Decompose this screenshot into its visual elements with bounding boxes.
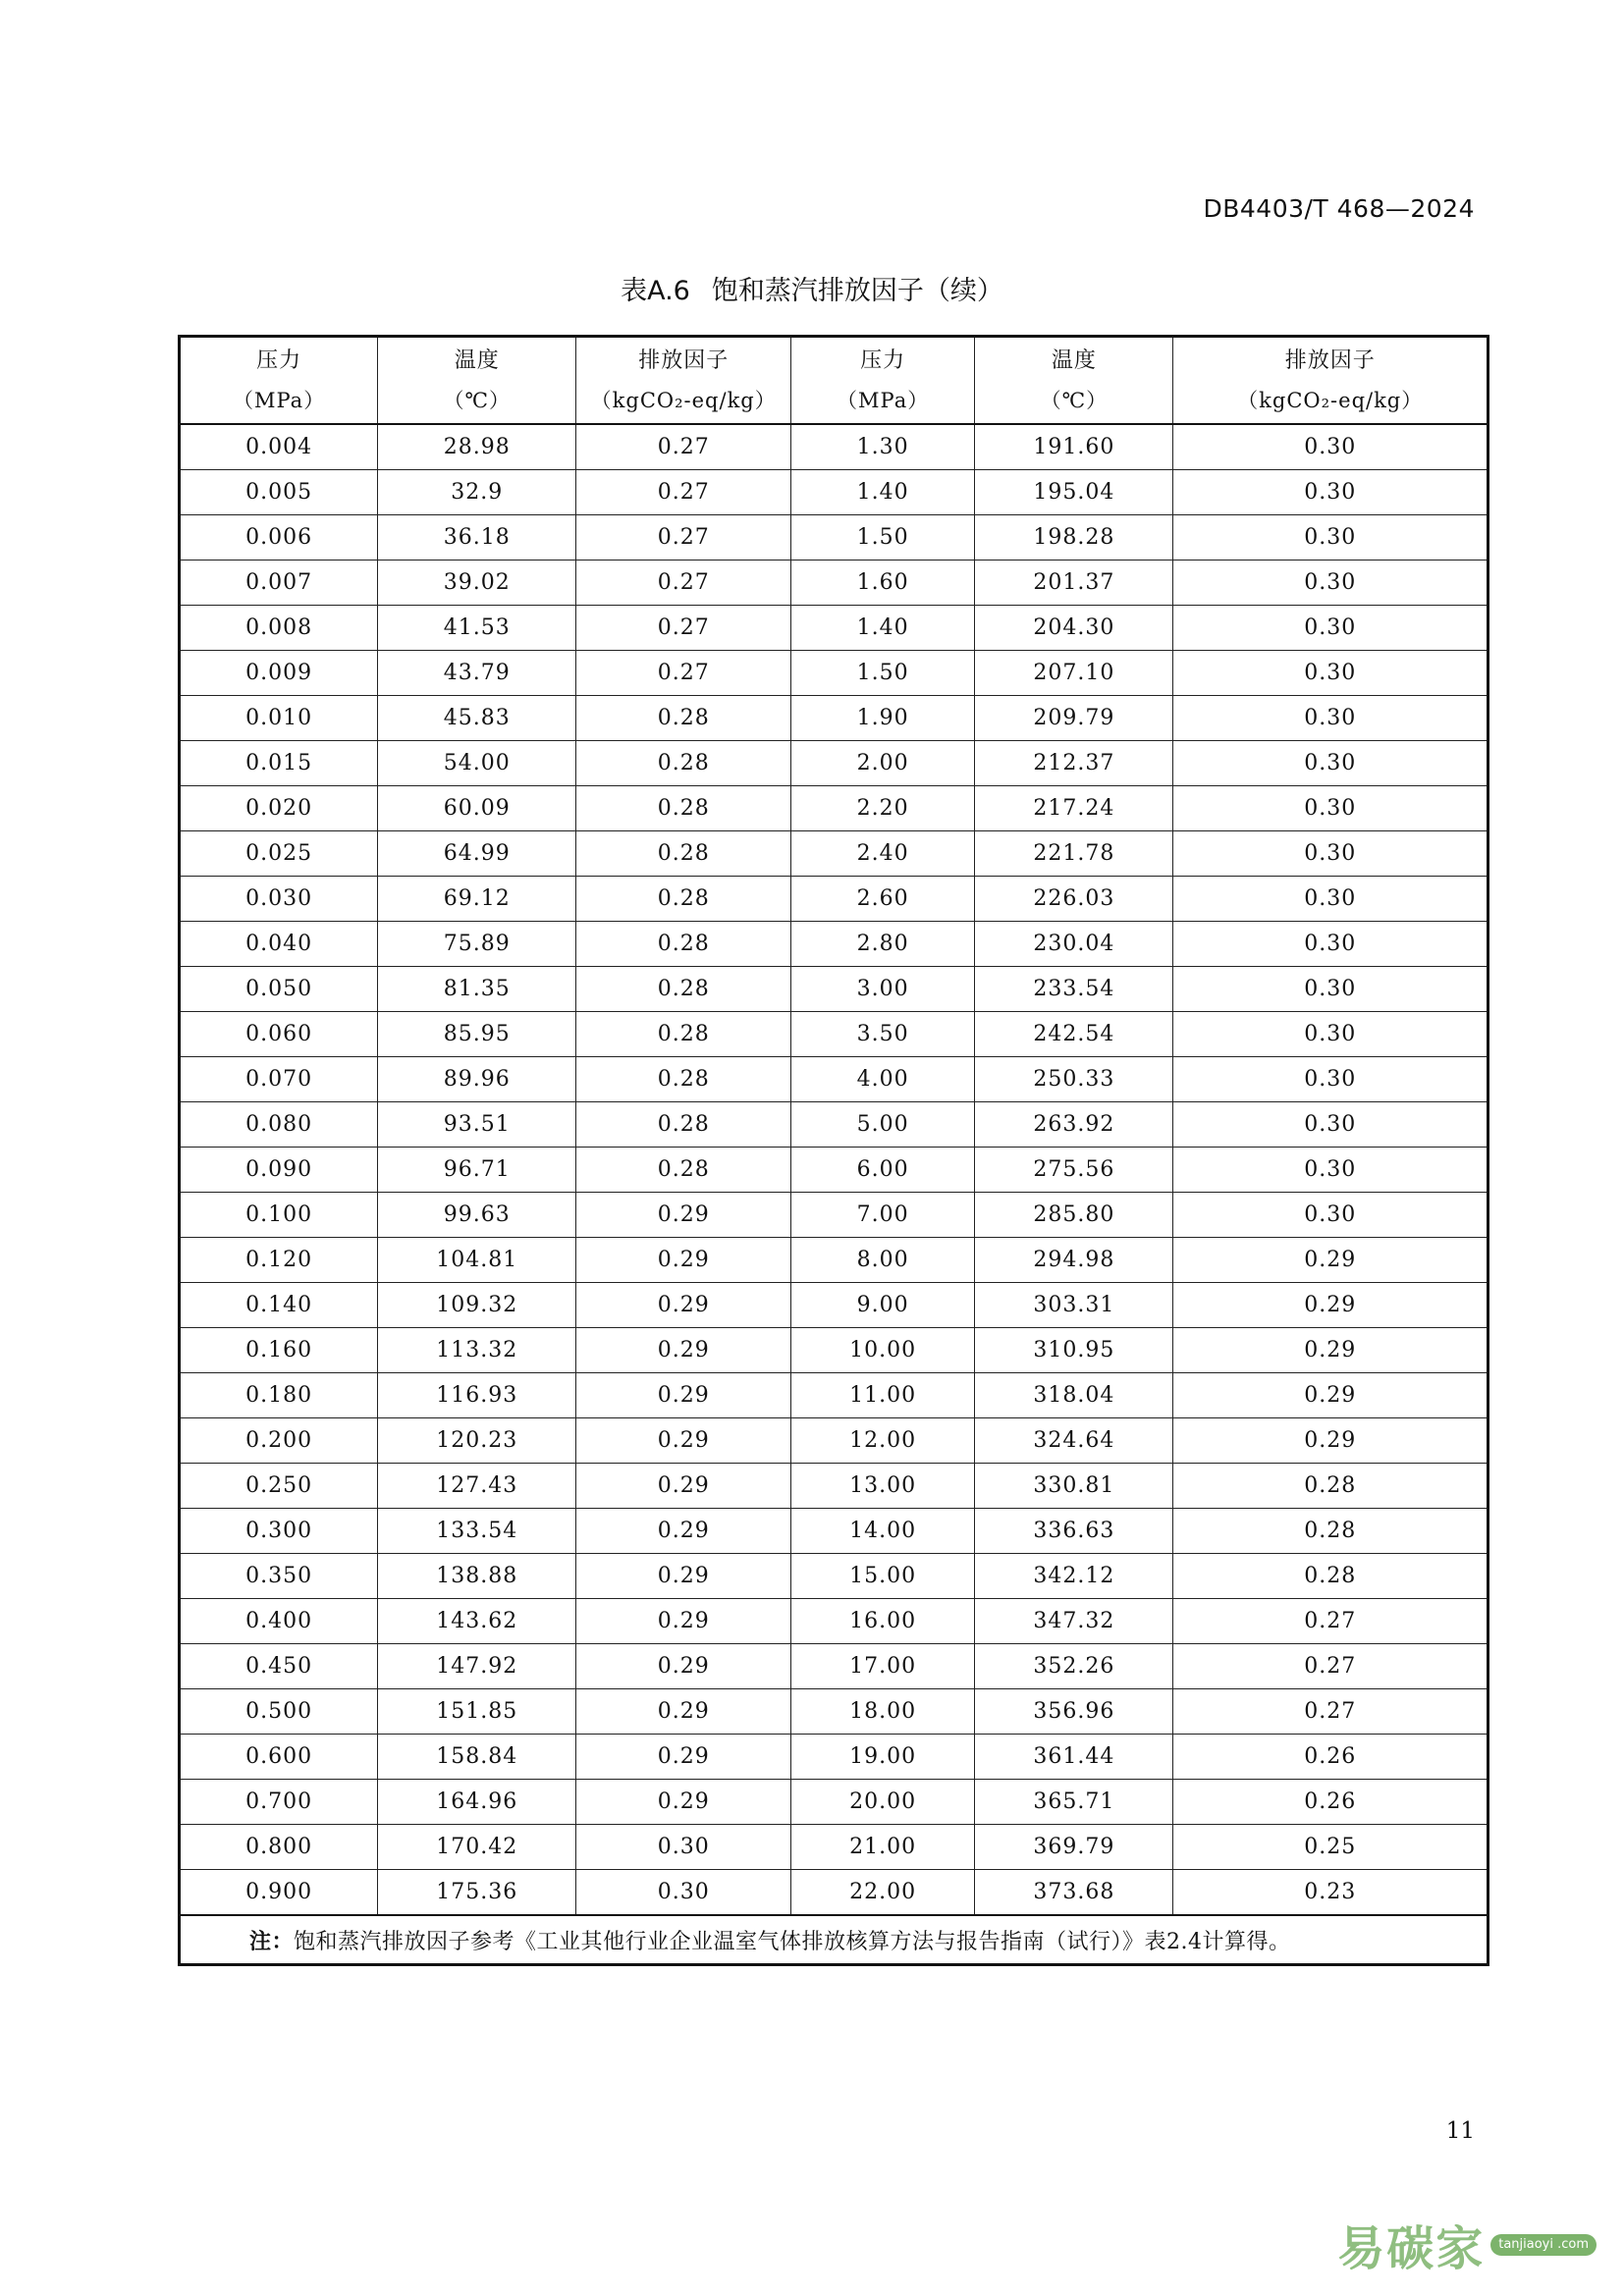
table-cell: 0.28	[576, 1102, 791, 1148]
table-cell: 0.28	[576, 786, 791, 831]
table-cell: 28.98	[378, 424, 576, 470]
table-cell: 0.005	[180, 470, 378, 515]
table-row	[180, 967, 1489, 1012]
table-cell: 0.200	[180, 1418, 378, 1464]
table-row	[180, 1238, 1489, 1283]
table-cell: 0.30	[1173, 922, 1489, 967]
table-cell: 0.900	[180, 1870, 378, 1916]
table-cell: 1.50	[791, 515, 975, 561]
table-row	[180, 1057, 1489, 1102]
column-unit: （kgCO₂-eq/kg）	[590, 388, 777, 412]
table-cell: 8.00	[791, 1238, 975, 1283]
table-cell: 5.00	[791, 1102, 975, 1148]
table-cell: 217.24	[975, 786, 1173, 831]
table-cell: 41.53	[378, 606, 576, 651]
table-cell: 22.00	[791, 1870, 975, 1916]
table-cell: 116.93	[378, 1373, 576, 1418]
table-cell: 0.30	[1173, 1193, 1489, 1238]
table-cell: 275.56	[975, 1148, 1173, 1193]
table-cell: 204.30	[975, 606, 1173, 651]
table-cell: 373.68	[975, 1870, 1173, 1916]
note-text: 饱和蒸汽排放因子参考《工业其他行业企业温室气体排放核算方法与报告指南（试行）》表2.4计算得。	[294, 1929, 1291, 1954]
table-cell: 0.30	[1173, 786, 1489, 831]
table-cell: 0.30	[1173, 967, 1489, 1012]
table-cell: 0.080	[180, 1102, 378, 1148]
table-row	[180, 1599, 1489, 1644]
table-cell: 0.004	[180, 424, 378, 470]
table-header	[180, 337, 1489, 425]
table-cell: 0.010	[180, 696, 378, 741]
table-cell: 0.23	[1173, 1870, 1489, 1916]
column-header	[180, 337, 378, 425]
table-cell: 0.30	[576, 1870, 791, 1916]
table-cell: 1.40	[791, 470, 975, 515]
column-name: 排放因子	[1284, 347, 1376, 373]
table-cell: 230.04	[975, 922, 1173, 967]
note-label: 注：	[249, 1929, 295, 1954]
table-cell: 0.140	[180, 1283, 378, 1328]
column-unit: （℃）	[443, 388, 512, 412]
table-cell: 0.29	[576, 1283, 791, 1328]
table-cell: 303.31	[975, 1283, 1173, 1328]
table-cell: 0.28	[1173, 1464, 1489, 1509]
table-cell: 143.62	[378, 1599, 576, 1644]
table-cell: 250.33	[975, 1057, 1173, 1102]
table-cell: 45.83	[378, 696, 576, 741]
table-cell: 330.81	[975, 1464, 1173, 1509]
table-cell: 0.28	[576, 696, 791, 741]
table-cell: 294.98	[975, 1238, 1173, 1283]
table-cell: 198.28	[975, 515, 1173, 561]
column-header	[1173, 337, 1489, 425]
table-cell: 0.28	[576, 741, 791, 786]
table-row	[180, 1825, 1489, 1870]
watermark-badge: tanjiaoyi .com	[1490, 2234, 1597, 2256]
table-cell: 164.96	[378, 1780, 576, 1825]
table-cell: 0.29	[576, 1554, 791, 1599]
table-cell: 14.00	[791, 1509, 975, 1554]
table-cell: 1.30	[791, 424, 975, 470]
table-cell: 0.27	[576, 424, 791, 470]
table-cell: 81.35	[378, 967, 576, 1012]
table-cell: 21.00	[791, 1825, 975, 1870]
table-cell: 20.00	[791, 1780, 975, 1825]
table-cell: 0.008	[180, 606, 378, 651]
table-cell: 32.9	[378, 470, 576, 515]
table-cell: 43.79	[378, 651, 576, 696]
table-cell: 209.79	[975, 696, 1173, 741]
table-cell: 0.29	[576, 1328, 791, 1373]
table-cell: 6.00	[791, 1148, 975, 1193]
table-cell: 0.27	[1173, 1644, 1489, 1689]
table-cell: 318.04	[975, 1373, 1173, 1418]
table-title-text: 饱和蒸汽排放因子（续）	[711, 276, 1003, 306]
table-cell: 2.20	[791, 786, 975, 831]
table-cell: 0.500	[180, 1689, 378, 1735]
table-cell: 127.43	[378, 1464, 576, 1509]
column-name: 压力	[860, 347, 906, 373]
table-cell: 36.18	[378, 515, 576, 561]
table-cell: 0.015	[180, 741, 378, 786]
column-header	[378, 337, 576, 425]
table-cell: 0.27	[1173, 1689, 1489, 1735]
table-cell: 0.29	[576, 1780, 791, 1825]
table-cell: 2.80	[791, 922, 975, 967]
table-cell: 0.450	[180, 1644, 378, 1689]
page-number: 11	[1445, 2118, 1475, 2144]
table-cell: 0.300	[180, 1509, 378, 1554]
table-cell: 170.42	[378, 1825, 576, 1870]
note-row	[180, 1915, 1489, 1965]
table-cell: 75.89	[378, 922, 576, 967]
table-cell: 342.12	[975, 1554, 1173, 1599]
table-cell: 233.54	[975, 967, 1173, 1012]
table-cell: 0.29	[576, 1509, 791, 1554]
table-cell: 310.95	[975, 1328, 1173, 1373]
table-cell: 0.29	[576, 1464, 791, 1509]
table-cell: 1.40	[791, 606, 975, 651]
table-cell: 356.96	[975, 1689, 1173, 1735]
table-cell: 0.020	[180, 786, 378, 831]
table-cell: 0.29	[1173, 1328, 1489, 1373]
table-cell: 0.090	[180, 1148, 378, 1193]
table-cell: 324.64	[975, 1418, 1173, 1464]
table-cell: 175.36	[378, 1870, 576, 1916]
table-row	[180, 1735, 1489, 1780]
table-cell: 7.00	[791, 1193, 975, 1238]
table-row	[180, 1554, 1489, 1599]
table-row	[180, 515, 1489, 561]
table-cell: 0.800	[180, 1825, 378, 1870]
table-cell: 0.050	[180, 967, 378, 1012]
table-cell: 133.54	[378, 1509, 576, 1554]
table-row	[180, 606, 1489, 651]
table-row	[180, 1870, 1489, 1916]
column-unit: （MPa）	[837, 388, 930, 412]
table-cell: 191.60	[975, 424, 1173, 470]
table-cell: 0.009	[180, 651, 378, 696]
table-cell: 0.29	[1173, 1238, 1489, 1283]
table-cell: 369.79	[975, 1825, 1173, 1870]
table-cell: 10.00	[791, 1328, 975, 1373]
table-cell: 221.78	[975, 831, 1173, 877]
table-cell: 0.30	[1173, 470, 1489, 515]
column-name: 温度	[454, 347, 500, 373]
table-cell: 201.37	[975, 561, 1173, 606]
table-cell: 0.180	[180, 1373, 378, 1418]
table-cell: 285.80	[975, 1193, 1173, 1238]
table-cell: 212.37	[975, 741, 1173, 786]
table-cell: 207.10	[975, 651, 1173, 696]
table-cell: 9.00	[791, 1283, 975, 1328]
table-cell: 0.30	[1173, 1057, 1489, 1102]
emission-factor-table	[178, 335, 1489, 1966]
table-row	[180, 696, 1489, 741]
table-cell: 0.27	[576, 561, 791, 606]
table-cell: 0.27	[1173, 1599, 1489, 1644]
table-row	[180, 1148, 1489, 1193]
watermark-text: 易碳家	[1337, 2221, 1486, 2276]
table-cell: 11.00	[791, 1373, 975, 1418]
table-cell: 0.29	[576, 1599, 791, 1644]
table-cell: 0.25	[1173, 1825, 1489, 1870]
column-unit: （℃）	[1040, 388, 1109, 412]
table-cell: 2.40	[791, 831, 975, 877]
table-cell: 0.100	[180, 1193, 378, 1238]
document-code: DB4403/T 468—2024	[1203, 194, 1475, 223]
table-cell: 0.070	[180, 1057, 378, 1102]
table-cell: 0.040	[180, 922, 378, 967]
table-cell: 0.26	[1173, 1780, 1489, 1825]
table-cell: 4.00	[791, 1057, 975, 1102]
column-header	[791, 337, 975, 425]
table-cell: 151.85	[378, 1689, 576, 1735]
table-cell: 0.160	[180, 1328, 378, 1373]
table-cell: 365.71	[975, 1780, 1173, 1825]
table-cell: 226.03	[975, 877, 1173, 922]
table-cell: 0.29	[576, 1644, 791, 1689]
header-row	[180, 337, 1489, 425]
table-cell: 0.29	[1173, 1418, 1489, 1464]
table-cell: 39.02	[378, 561, 576, 606]
table-cell: 89.96	[378, 1057, 576, 1102]
table-row	[180, 877, 1489, 922]
table-row	[180, 1283, 1489, 1328]
table-cell: 0.28	[576, 1148, 791, 1193]
table-cell: 13.00	[791, 1464, 975, 1509]
table-cell: 0.28	[576, 831, 791, 877]
table-cell: 138.88	[378, 1554, 576, 1599]
table-cell: 0.30	[1173, 1148, 1489, 1193]
column-header	[975, 337, 1173, 425]
table-row	[180, 1373, 1489, 1418]
table-cell: 0.29	[1173, 1373, 1489, 1418]
table-cell: 96.71	[378, 1148, 576, 1193]
table-cell: 0.400	[180, 1599, 378, 1644]
table-cell: 0.29	[1173, 1283, 1489, 1328]
table-cell: 0.30	[1173, 651, 1489, 696]
table-cell: 0.30	[1173, 561, 1489, 606]
table-row	[180, 1418, 1489, 1464]
table-row	[180, 922, 1489, 967]
table-cell: 352.26	[975, 1644, 1173, 1689]
table-row	[180, 1509, 1489, 1554]
table-cell: 120.23	[378, 1418, 576, 1464]
table-cell: 1.90	[791, 696, 975, 741]
table-cell: 0.28	[576, 967, 791, 1012]
table-cell: 0.30	[1173, 1012, 1489, 1057]
table-cell: 0.007	[180, 561, 378, 606]
table-cell: 12.00	[791, 1418, 975, 1464]
table-cell: 0.30	[576, 1825, 791, 1870]
table-cell: 0.30	[1173, 606, 1489, 651]
table-cell: 347.32	[975, 1599, 1173, 1644]
table-row	[180, 1012, 1489, 1057]
table-cell: 0.30	[1173, 741, 1489, 786]
table-cell: 69.12	[378, 877, 576, 922]
table-cell: 0.28	[576, 1057, 791, 1102]
watermark-logo	[1337, 2211, 1597, 2278]
table-cell: 0.29	[576, 1193, 791, 1238]
table-cell: 18.00	[791, 1689, 975, 1735]
table-number: 表A.6	[621, 276, 690, 306]
table-note	[180, 1915, 1489, 1965]
table-row	[180, 1644, 1489, 1689]
table-row	[180, 1102, 1489, 1148]
table-cell: 0.29	[576, 1418, 791, 1464]
table-row	[180, 561, 1489, 606]
column-name: 温度	[1051, 347, 1097, 373]
table-cell: 195.04	[975, 470, 1173, 515]
table-footer	[180, 1915, 1489, 1965]
table-cell: 0.600	[180, 1735, 378, 1780]
table-cell: 0.28	[576, 877, 791, 922]
table-cell: 0.30	[1173, 424, 1489, 470]
table-cell: 54.00	[378, 741, 576, 786]
table-cell: 336.63	[975, 1509, 1173, 1554]
table-cell: 1.50	[791, 651, 975, 696]
table-row	[180, 1328, 1489, 1373]
table-cell: 1.60	[791, 561, 975, 606]
table-cell: 16.00	[791, 1599, 975, 1644]
table-cell: 2.00	[791, 741, 975, 786]
table-row	[180, 424, 1489, 470]
table-cell: 0.28	[576, 1012, 791, 1057]
table-cell: 104.81	[378, 1238, 576, 1283]
table-cell: 2.60	[791, 877, 975, 922]
table-cell: 15.00	[791, 1554, 975, 1599]
table-cell: 263.92	[975, 1102, 1173, 1148]
table-row	[180, 741, 1489, 786]
table-cell: 0.060	[180, 1012, 378, 1057]
table-cell: 0.30	[1173, 515, 1489, 561]
table-cell: 99.63	[378, 1193, 576, 1238]
column-name: 排放因子	[638, 347, 730, 373]
table-cell: 0.30	[1173, 1102, 1489, 1148]
table-body	[180, 424, 1489, 1915]
table-cell: 0.350	[180, 1554, 378, 1599]
table-cell: 0.29	[576, 1238, 791, 1283]
table-row	[180, 651, 1489, 696]
table-cell: 0.28	[1173, 1554, 1489, 1599]
table-cell: 242.54	[975, 1012, 1173, 1057]
column-unit: （MPa）	[232, 388, 326, 412]
table-row	[180, 786, 1489, 831]
table-row	[180, 1780, 1489, 1825]
table-cell: 85.95	[378, 1012, 576, 1057]
table-cell: 0.30	[1173, 696, 1489, 741]
table-cell: 158.84	[378, 1735, 576, 1780]
table-row	[180, 1689, 1489, 1735]
table-cell: 361.44	[975, 1735, 1173, 1780]
column-header	[576, 337, 791, 425]
table-cell: 0.025	[180, 831, 378, 877]
table-row	[180, 470, 1489, 515]
table-cell: 0.27	[576, 651, 791, 696]
table-cell: 3.50	[791, 1012, 975, 1057]
table-row	[180, 1193, 1489, 1238]
table-cell: 0.29	[576, 1373, 791, 1418]
table-cell: 0.28	[576, 922, 791, 967]
table-title	[0, 269, 1624, 307]
table-cell: 0.28	[1173, 1509, 1489, 1554]
column-name: 压力	[256, 347, 302, 373]
table-cell: 0.30	[1173, 831, 1489, 877]
table-cell: 113.32	[378, 1328, 576, 1373]
table-cell: 0.006	[180, 515, 378, 561]
table-cell: 0.700	[180, 1780, 378, 1825]
table-cell: 64.99	[378, 831, 576, 877]
table-cell: 0.27	[576, 606, 791, 651]
table-row	[180, 1464, 1489, 1509]
table-cell: 109.32	[378, 1283, 576, 1328]
table-cell: 0.030	[180, 877, 378, 922]
table-cell: 60.09	[378, 786, 576, 831]
table-cell: 19.00	[791, 1735, 975, 1780]
table-cell: 0.27	[576, 470, 791, 515]
table-cell: 0.120	[180, 1238, 378, 1283]
table-cell: 147.92	[378, 1644, 576, 1689]
table-cell: 0.250	[180, 1464, 378, 1509]
table-cell: 93.51	[378, 1102, 576, 1148]
table-cell: 0.30	[1173, 877, 1489, 922]
table-row	[180, 831, 1489, 877]
column-unit: （kgCO₂-eq/kg）	[1237, 388, 1424, 412]
table-cell: 0.29	[576, 1735, 791, 1780]
table-cell: 0.27	[576, 515, 791, 561]
table-cell: 3.00	[791, 967, 975, 1012]
table-cell: 17.00	[791, 1644, 975, 1689]
table-cell: 0.26	[1173, 1735, 1489, 1780]
table-cell: 0.29	[576, 1689, 791, 1735]
